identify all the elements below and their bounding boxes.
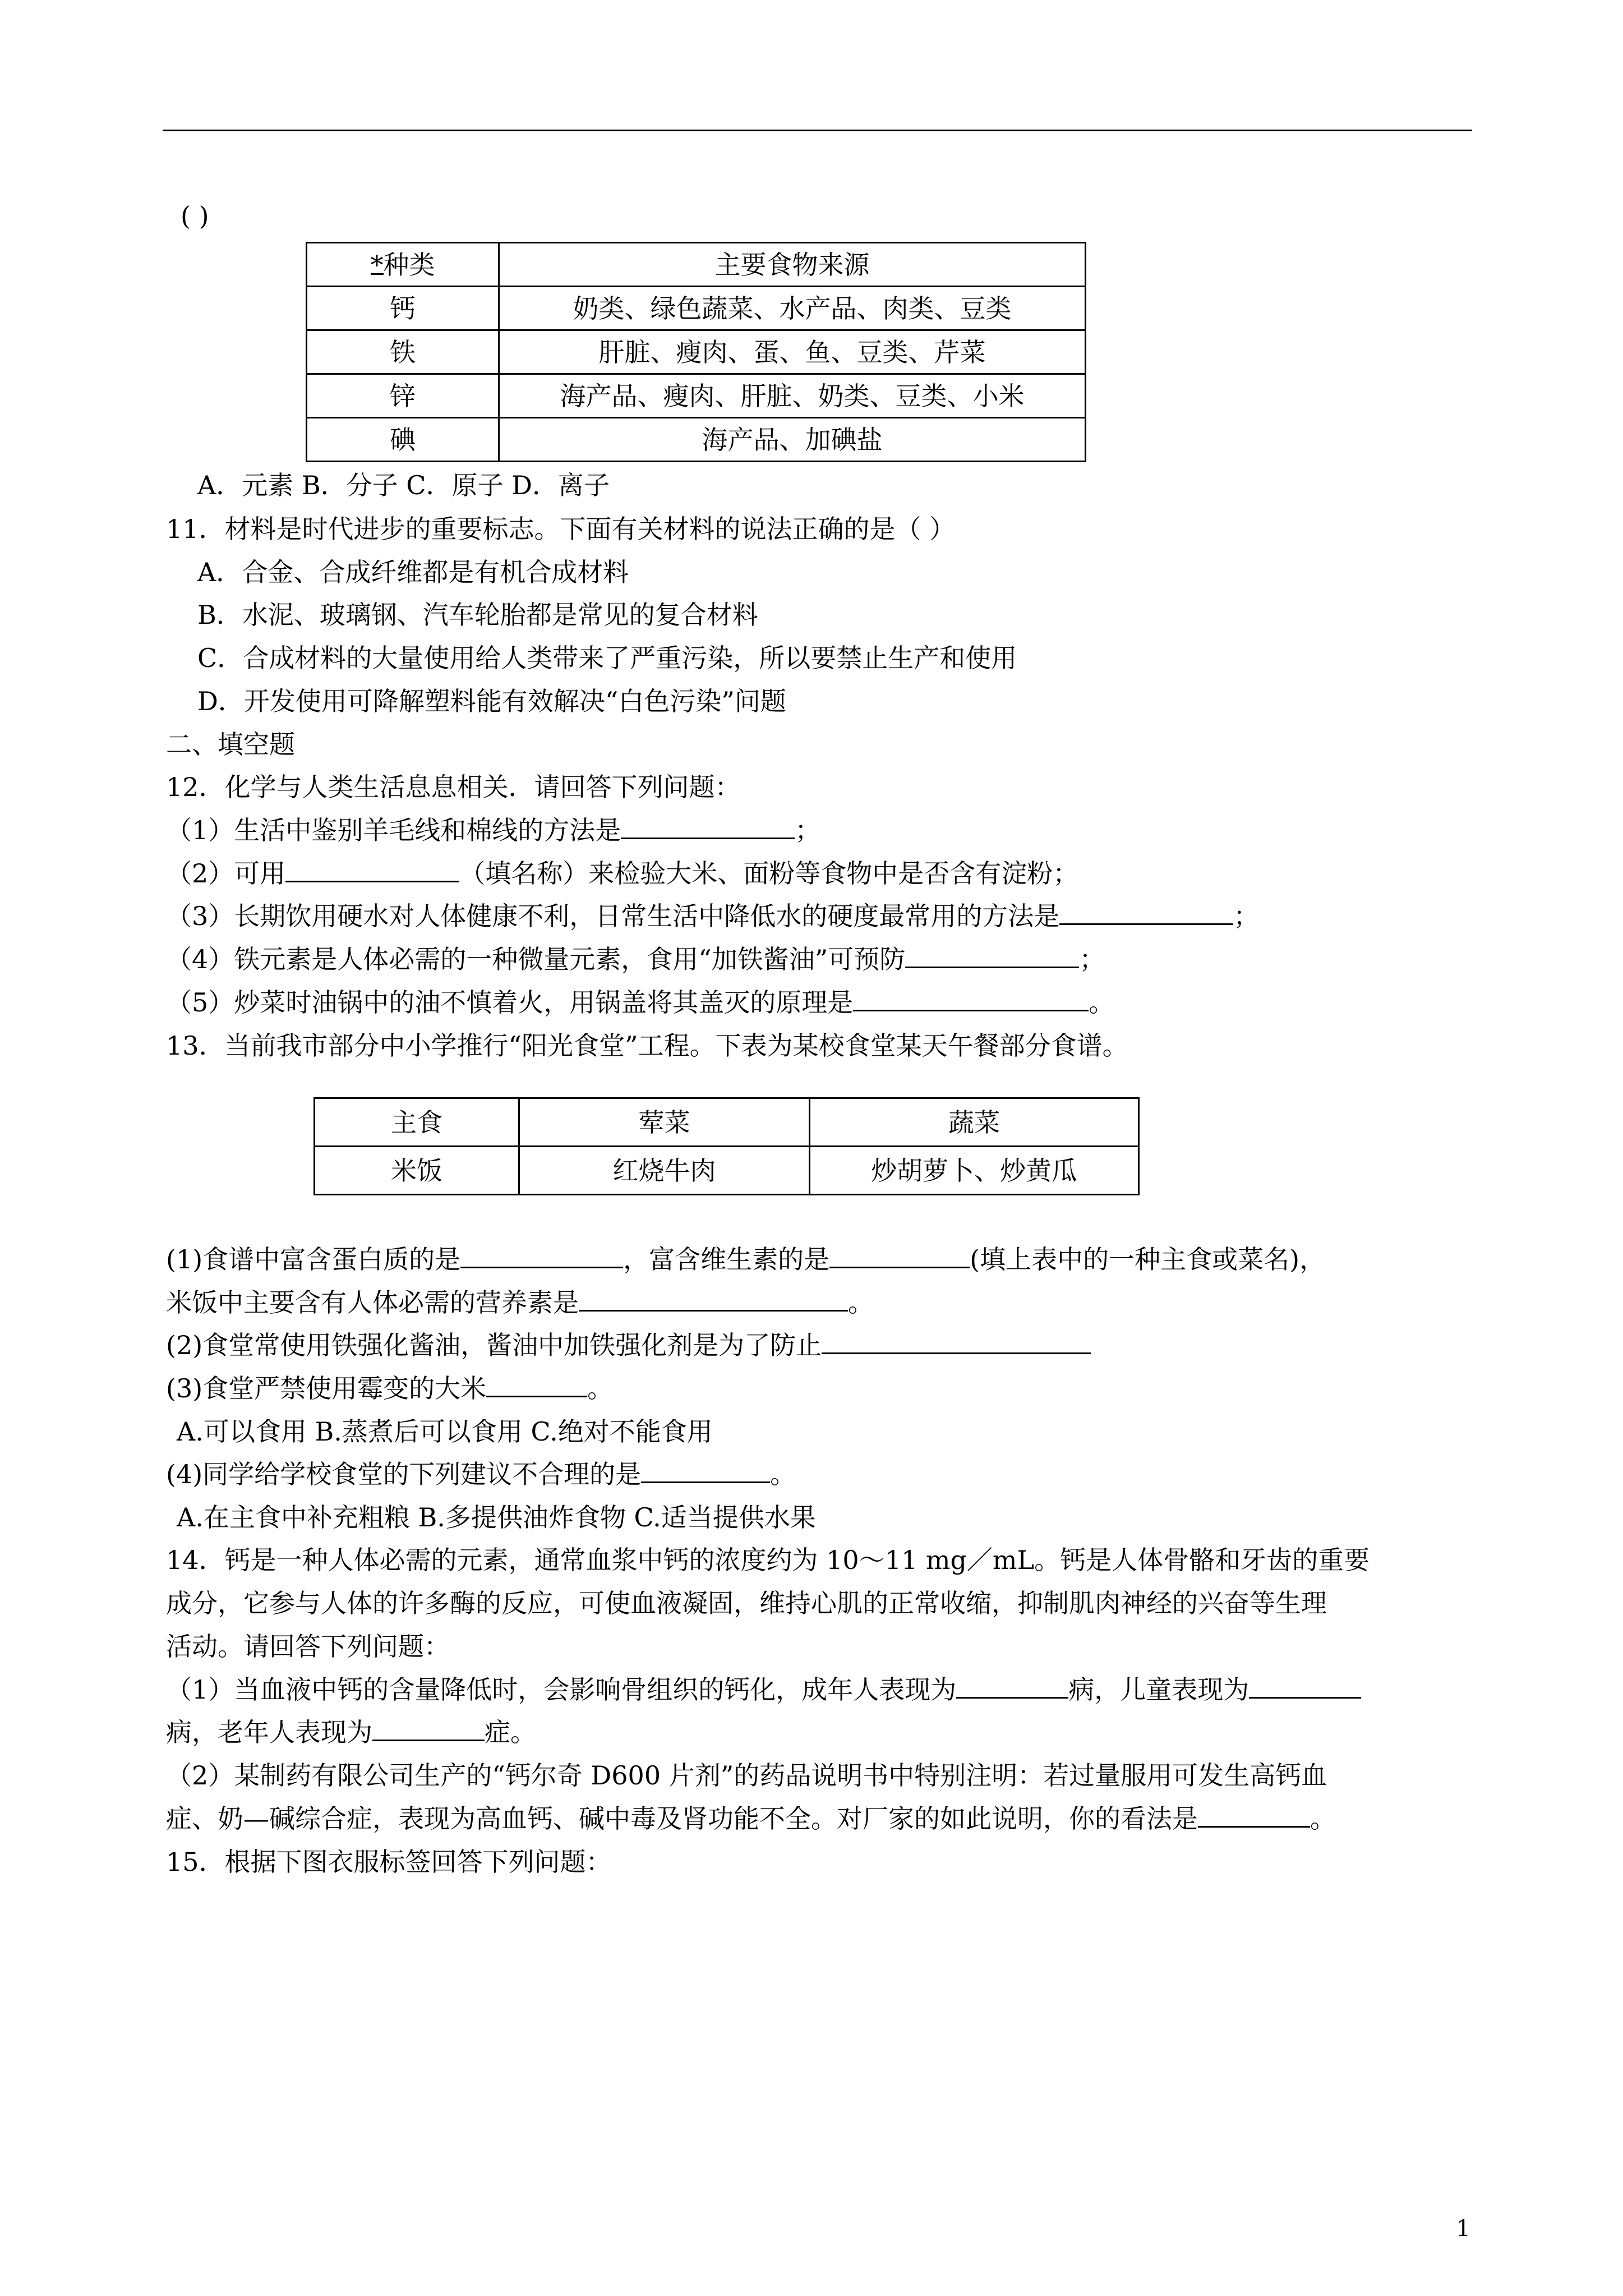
answer-parentheses: ( )	[181, 201, 209, 231]
table-cell-kind: 铁	[307, 330, 499, 374]
q13-part1-line2: 米饭中主要含有人体必需的营养素是 。	[166, 1287, 874, 1318]
table-cell-source: 海产品、瘦肉、肝脏、奶类、豆类、小米	[499, 374, 1086, 418]
menu-cell-vegetable: 炒胡萝卜、炒黄瓜	[810, 1147, 1139, 1195]
answer-blank[interactable]	[621, 815, 795, 839]
answer-blank[interactable]	[486, 1373, 587, 1397]
table-cell-kind: 碘	[307, 418, 499, 462]
q12-part2: （2）可用 （填名称）来检验大米、面粉等食物中是否含有淀粉；	[166, 858, 1079, 889]
table-cell-kind: 钙	[307, 287, 499, 330]
q12-part5: （5）炒菜时油锅中的油不慎着火，用锅盖将其盖灭的原理是 。	[166, 987, 1115, 1018]
answer-blank[interactable]	[1059, 901, 1233, 925]
q14-stem-line2: 成分，它参与人体的许多酶的反应，可使血液凝固，维持心肌的正常收缩，抑制肌肉神经的兴奋等生理	[166, 1588, 1327, 1618]
answer-blank[interactable]	[956, 1674, 1068, 1699]
answer-blank[interactable]	[641, 1459, 770, 1483]
q13-stem: 13．当前我市部分中小学推行“阳光食堂”工程。下表为某校食堂某天午餐部分食谱。	[166, 1030, 1128, 1061]
menu-header-staple: 主食	[315, 1098, 519, 1147]
q13-part4: (4)同学给学校食堂的下列建议不合理的是 。	[166, 1459, 796, 1489]
q14-part1-line1: （1）当血液中钙的含量降低时，会影响骨组织的钙化，成年人表现为 病，儿童表现为	[166, 1673, 1361, 1706]
answer-blank[interactable]	[822, 1330, 1091, 1354]
q14-part2-line1: （2）某制药有限公司生产的“钙尔奇 D600 片剂”的药品说明书中特别注明：若过量服用可发生高钙血	[166, 1760, 1327, 1791]
q13-part4-options: A.在主食中补充粗粮 B.多提供油炸食物 C.适当提供水果	[177, 1502, 816, 1533]
menu-header-vegetable: 蔬菜	[810, 1098, 1139, 1147]
q11-option-b: B．水泥、玻璃钢、汽车轮胎都是常见的复合材料	[197, 600, 758, 630]
table-header-kind	[307, 243, 499, 287]
answer-blank[interactable]	[1249, 1674, 1361, 1699]
table-cell-source: 肝脏、瘦肉、蛋、鱼、豆类、芹菜	[499, 330, 1086, 374]
header-rule	[163, 130, 1472, 131]
q13-part3-options: A.可以食用 B.蒸煮后可以食用 C.绝对不能食用	[177, 1416, 713, 1447]
menu-cell-meat: 红烧牛肉	[519, 1147, 810, 1195]
table-cell-source: 奶类、绿色蔬菜、水产品、肉类、豆类	[499, 287, 1086, 330]
q11-stem: 11．材料是时代进步的重要标志。下面有关材料的说法正确的是（ ）	[166, 514, 956, 544]
menu-header-meat: 荤菜	[519, 1098, 810, 1147]
q11-option-d: D．开发使用可降解塑料能有效解决“白色污染”问题	[197, 686, 786, 716]
q15-stem: 15．根据下图衣服标签回答下列问题：	[166, 1847, 612, 1877]
answer-blank[interactable]	[853, 987, 1089, 1011]
answer-blank[interactable]	[285, 858, 459, 882]
answer-blank[interactable]	[1198, 1803, 1310, 1828]
answer-blank[interactable]	[829, 1244, 970, 1268]
q13-part2: (2)食堂常使用铁强化酱油，酱油中加铁强化剂是为了防止	[166, 1328, 1091, 1362]
table-cell-kind: 锌	[307, 374, 499, 418]
q11-option-c: C．合成材料的大量使用给人类带来了严重污染，所以要禁止生产和使用	[197, 643, 1017, 673]
answer-blank[interactable]	[460, 1244, 623, 1268]
q11-option-a: A．合金、合成纤维都是有机合成材料	[197, 557, 629, 587]
q12-part3: （3）长期饮用硬水对人体健康不利，日常生活中降低水的硬度最常用的方法是 ；	[166, 901, 1260, 931]
answer-blank[interactable]	[579, 1287, 848, 1312]
q12-part4: （4）铁元素是人体必需的一种微量元素，食用“加铁酱油”可预防 ；	[166, 944, 1105, 974]
table-header-star: *	[370, 249, 384, 280]
q10-options: A．元素 B．分子 C．原子 D．离子	[197, 470, 610, 500]
q14-stem-line3: 活动。请回答下列问题：	[166, 1631, 450, 1662]
trace-element-table	[306, 242, 1086, 462]
q14-part1-line2: 病，老年人表现为 症。	[166, 1717, 536, 1747]
section-fill-in-blank: 二、填空题	[166, 729, 295, 760]
q14-stem-line1: 14．钙是一种人体必需的元素，通常血浆中钙的浓度约为 10～11 mg／mL。钙是人体骨骼和牙齿的重要	[166, 1545, 1370, 1575]
q14-part2-line2: 症、奶—碱综合症，表现为高血钙、碱中毒及肾功能不全。对厂家的如此说明，你的看法是 。	[166, 1803, 1336, 1834]
q13-part3: (3)食堂严禁使用霉变的大米 。	[166, 1373, 614, 1404]
q12-part1: （1）生活中鉴别羊毛线和棉线的方法是 ；	[166, 815, 821, 845]
menu-cell-staple: 米饭	[315, 1147, 519, 1195]
q12-stem: 12．化学与人类生活息息相关．请回答下列问题：	[166, 772, 741, 802]
page-number: 1	[1456, 2216, 1470, 2242]
answer-blank[interactable]	[905, 944, 1079, 968]
table-header-source: 主要食物来源	[499, 243, 1086, 287]
table-cell-source: 海产品、加碘盐	[499, 418, 1086, 462]
menu-table	[313, 1097, 1140, 1195]
answer-blank[interactable]	[372, 1717, 485, 1741]
table-header-kind-label: 种类	[383, 249, 435, 280]
q13-part1-line1: (1)食谱中富含蛋白质的是 ，富含维生素的是 (填上表中的一种主食或菜名)，	[166, 1244, 1326, 1274]
